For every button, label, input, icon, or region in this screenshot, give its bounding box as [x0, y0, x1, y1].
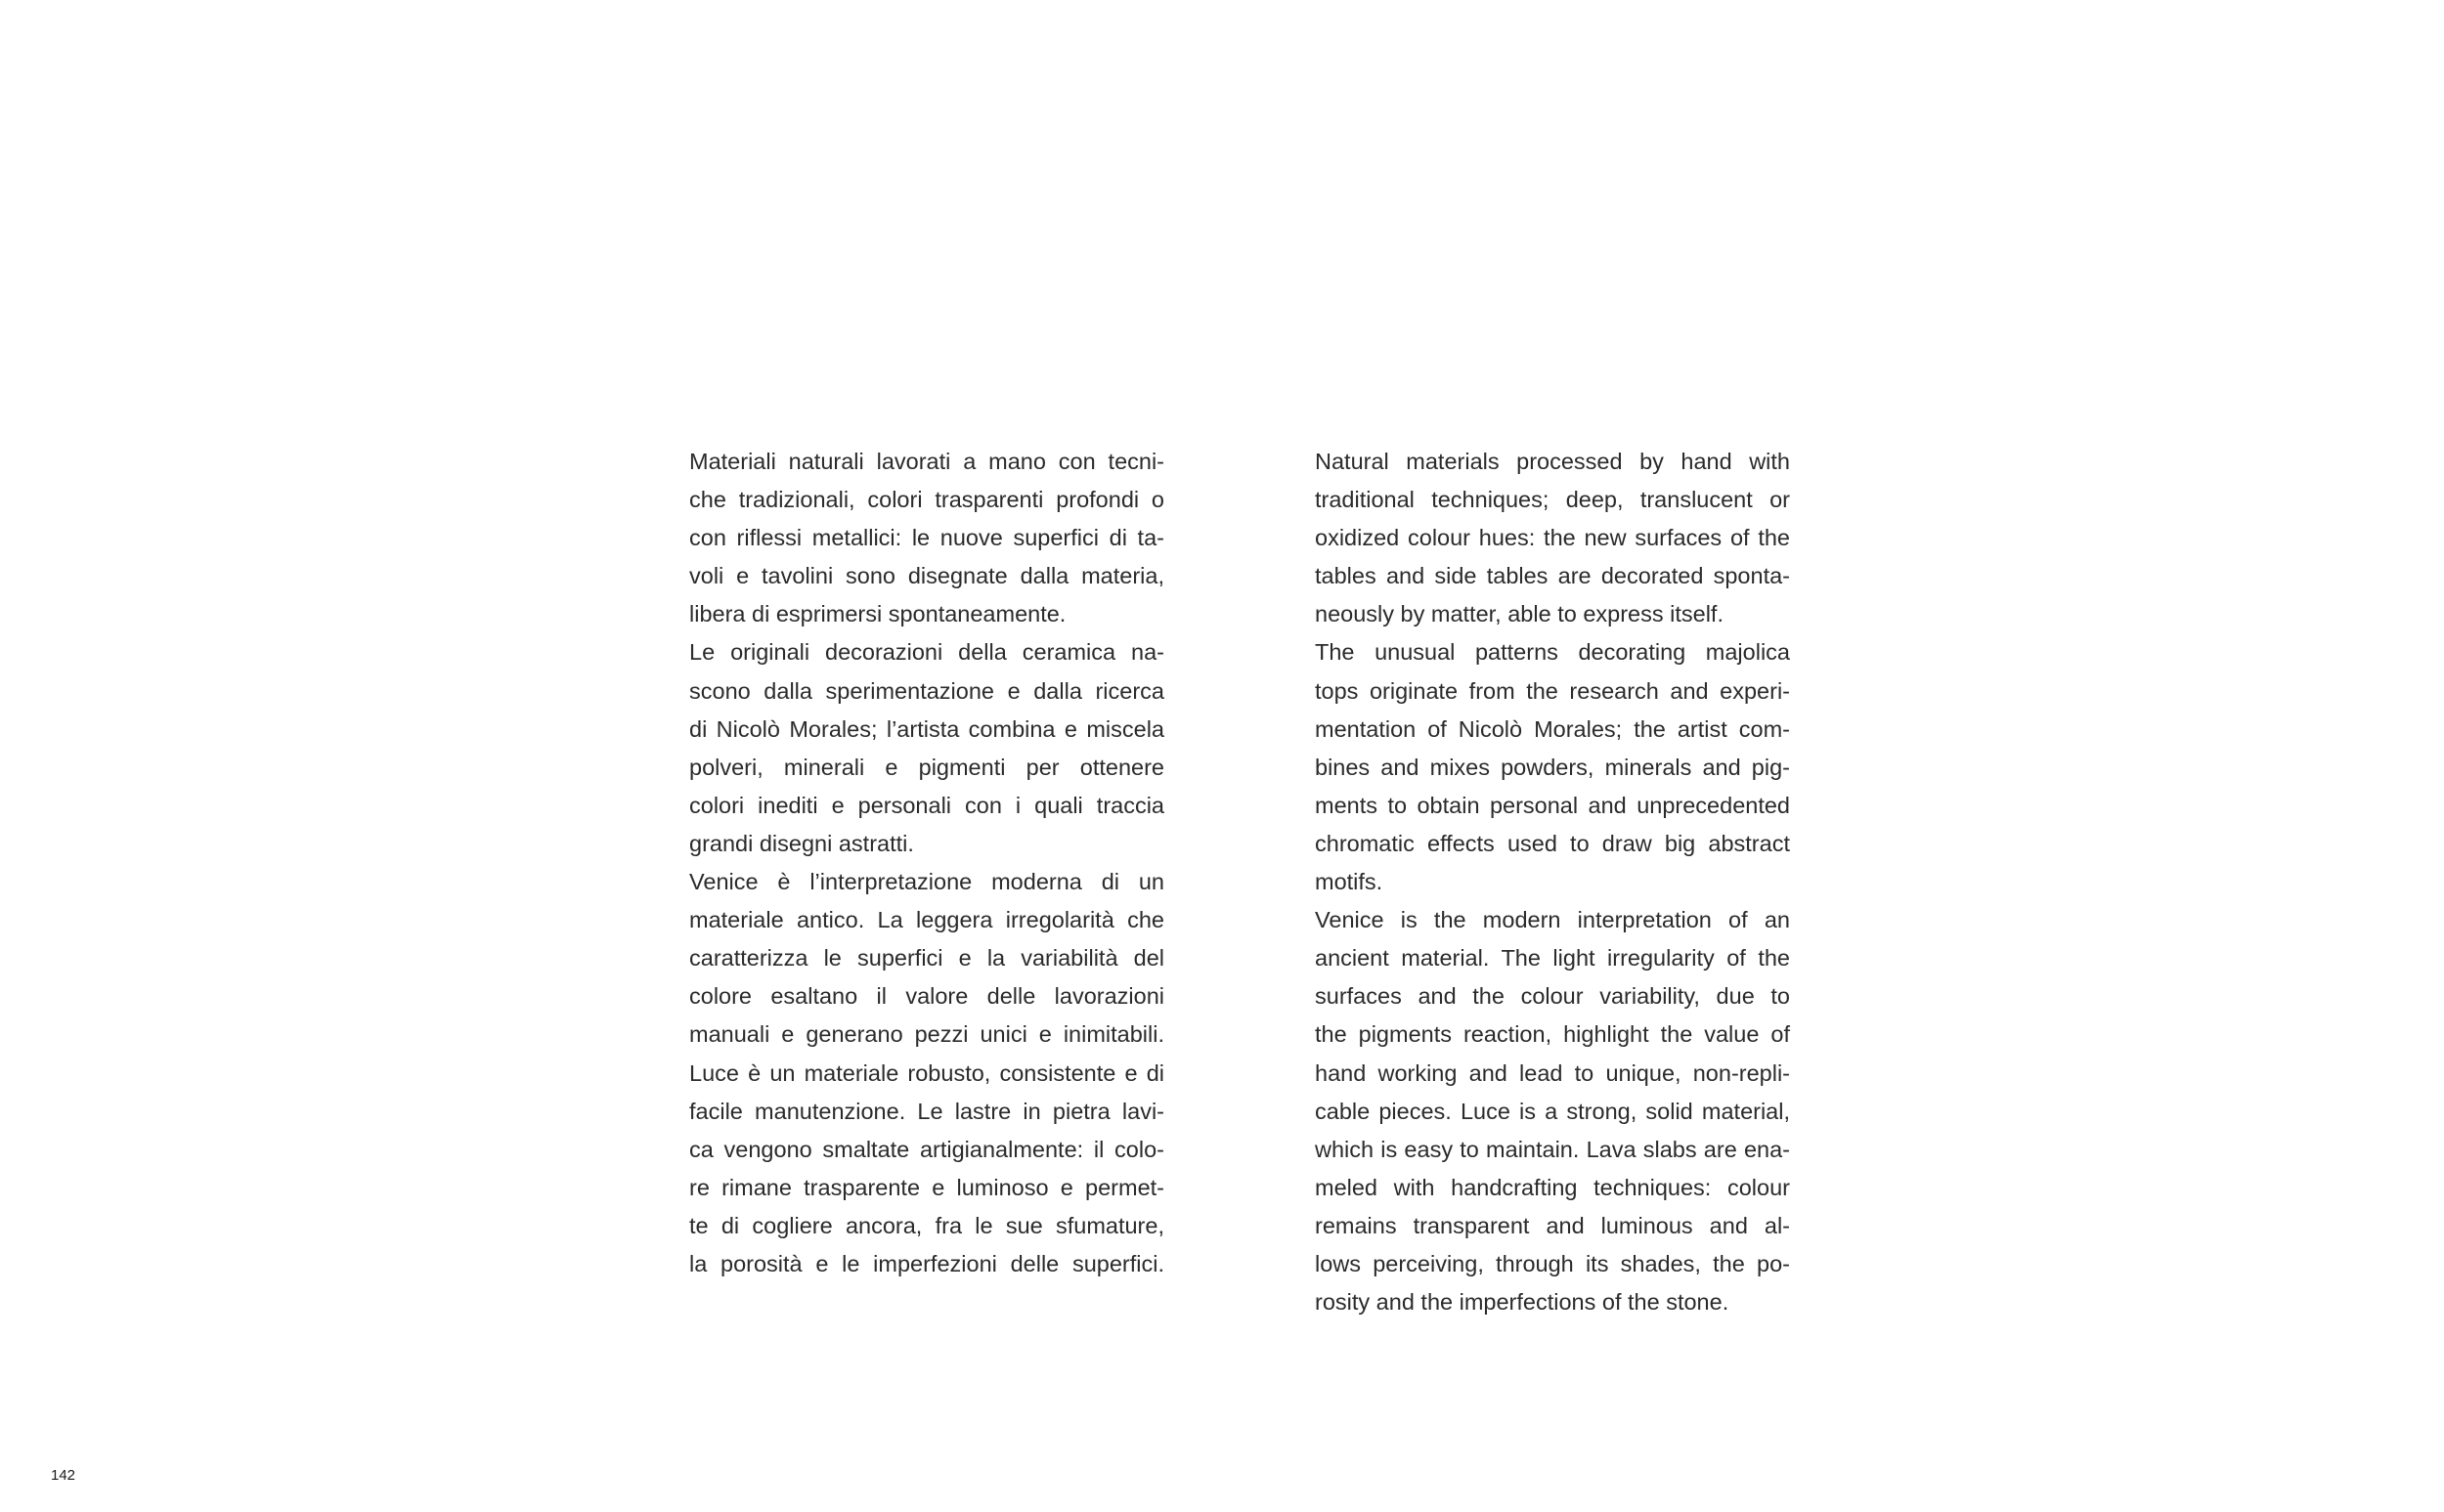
- english-text-line: which is easy to maintain. Lava slabs are ena-: [1315, 1136, 1790, 1162]
- italian-text-line: scono dalla sperimentazione e dalla ricerca: [689, 677, 1164, 704]
- english-text-line: traditional techniques; deep, translucent or: [1315, 487, 1790, 513]
- english-text-line: motifs.: [1315, 869, 1383, 895]
- italian-text-line: re rimane trasparente e luminoso e permet-: [689, 1174, 1164, 1200]
- english-text-line: ancient material. The light irregularity of the: [1315, 945, 1790, 972]
- english-text-line: neously by matter, able to express itself.: [1315, 601, 1724, 627]
- italian-text-line: colore esaltano il valore delle lavorazioni: [689, 983, 1164, 1010]
- english-text-line: rosity and the imperfections of the stone.: [1315, 1289, 1729, 1316]
- italian-text-line: materiale antico. La leggera irregolarità che: [689, 907, 1164, 933]
- english-text-line: The unusual patterns decorating majolica: [1315, 639, 1790, 666]
- italian-text-line: Le originali decorazioni della ceramica na-: [689, 639, 1164, 666]
- english-text-line: Natural materials processed by hand with: [1315, 449, 1790, 474]
- italian-text-line: Luce è un materiale robusto, consistente e di: [689, 1059, 1164, 1086]
- english-text-line: meled with handcrafting techniques: colour: [1315, 1174, 1790, 1200]
- page-number: 142: [51, 1467, 76, 1484]
- english-text-line: tables and side tables are decorated sponta-: [1315, 563, 1790, 589]
- english-text-line: bines and mixes powders, minerals and pig-: [1315, 754, 1790, 780]
- english-text-line: lows perceiving, through its shades, the po-: [1315, 1250, 1790, 1276]
- english-text-line: hand working and lead to unique, non-repli-: [1315, 1059, 1790, 1086]
- italian-text-line: facile manutenzione. Le lastre in pietra lavi-: [689, 1098, 1164, 1124]
- english-text-line: oxidized colour hues: the new surfaces of the: [1315, 525, 1790, 551]
- english-text-line: ments to obtain personal and unprecedented: [1315, 792, 1790, 818]
- english-text-line: cable pieces. Luce is a strong, solid material,: [1315, 1098, 1790, 1124]
- english-text-column: [1315, 443, 1790, 1321]
- italian-text-line: colori inediti e personali con i quali traccia: [689, 792, 1164, 818]
- italian-text-line: Materiali naturali lavorati a mano con tecni-: [689, 449, 1164, 474]
- english-text-line: mentation of Nicolò Morales; the artist com-: [1315, 715, 1790, 742]
- italian-text-line: grandi disegni astratti.: [689, 830, 914, 856]
- italian-text-line: che tradizionali, colori trasparenti profondi o: [689, 487, 1164, 513]
- english-text-line: Venice is the modern interpretation of an: [1315, 907, 1790, 933]
- italian-text-line: la porosità e le imperfezioni delle superfici.: [689, 1250, 1164, 1276]
- italian-text-line: caratterizza le superfici e la variabilità del: [689, 945, 1164, 972]
- italian-text-line: te di cogliere ancora, fra le sue sfumature,: [689, 1212, 1164, 1238]
- english-text-line: remains transparent and luminous and al-: [1315, 1212, 1790, 1238]
- english-text-line: the pigments reaction, highlight the value of: [1315, 1021, 1790, 1048]
- italian-text-line: voli e tavolini sono disegnate dalla materia,: [689, 563, 1164, 589]
- italian-text-column: [689, 443, 1164, 1283]
- english-text-line: tops originate from the research and experi-: [1315, 677, 1790, 704]
- italian-text-line: libera di esprimersi spontaneamente.: [689, 601, 1067, 627]
- italian-text-line: con riflessi metallici: le nuove superfici di ta-: [689, 525, 1164, 551]
- italian-text-line: Venice è l’interpretazione moderna di un: [689, 869, 1164, 895]
- english-text-line: surfaces and the colour variability, due to: [1315, 983, 1790, 1010]
- english-text-line: chromatic effects used to draw big abstract: [1315, 830, 1790, 856]
- italian-text-line: polveri, minerali e pigmenti per ottenere: [689, 754, 1164, 780]
- italian-text-line: di Nicolò Morales; l’artista combina e miscela: [689, 715, 1164, 742]
- italian-text-line: ca vengono smaltate artigianalmente: il colo-: [689, 1136, 1164, 1162]
- italian-text-line: manuali e generano pezzi unici e inimitabili.: [689, 1021, 1164, 1048]
